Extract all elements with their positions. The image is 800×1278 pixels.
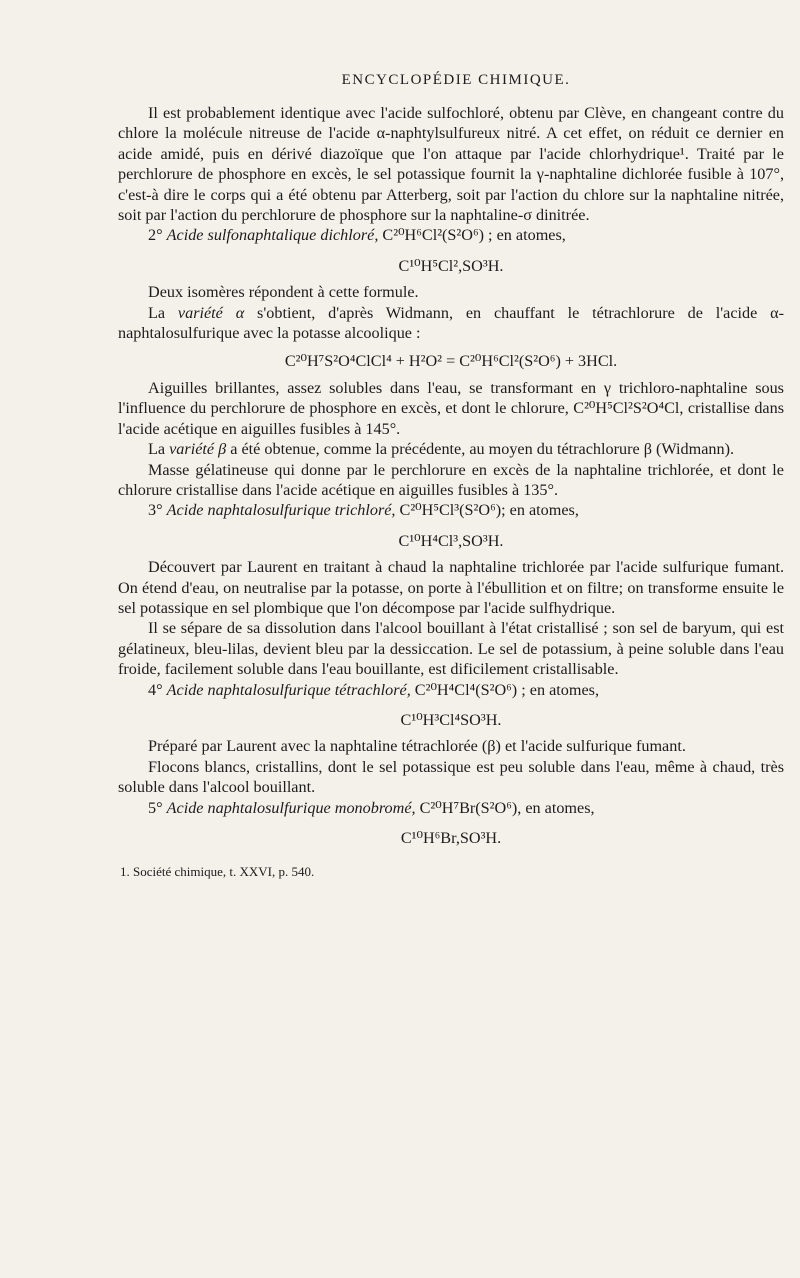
paragraph-prepare: Préparé par Laurent avec la naphtaline tétrachlorée (β) et l'acide sulfurique fumant. — [148, 737, 686, 756]
paragraph-flocons: Flocons blancs, cristallins, dont le sel potassique est peu soluble dans l'eau, même à chaud, très soluble dans l'alcool bouillant. — [118, 757, 784, 797]
variety-label: variété α — [177, 303, 245, 322]
formula-atomic-tetrachloro: C¹⁰H³Cl⁴SO³H. — [400, 710, 502, 729]
text-run: La — [148, 440, 166, 459]
text-run: La — [148, 303, 166, 322]
document-page — [118, 72, 784, 883]
paragraph-clève: Il est probablement identique avec l'acide sulfochloré, obtenu par Clève, en changeant contre du chlore la molécule nitreuse de l'acide α-naphtylsulfureux nitré. A cet effet, on réduit ce dernier en acide amidé, puis en dérivé diazoïque que l'on attaque par l'acide chlorhydrique¹. Traité par le perchlorure de phosphore en excès, le sel potassique fournit la γ-naphtaline dichlorée fusible à 107°, c'est-à dire le corps qui a été obtenu par Atterberg, soit par l'action du chlore sur la naphtaline nitrée, soit par l'action du perchlorure de phosphore sur la naphtaline-σ dinitrée. — [118, 104, 784, 225]
running-header: ENCYCLOPÉDIE CHIMIQUE. — [341, 72, 571, 88]
paragraph-isomers: Deux isomères répondent à cette formule. — [148, 283, 419, 302]
section-number: 2° — [148, 226, 163, 245]
section-title: Acide naphtalosulfurique trichloré, — [166, 501, 396, 520]
section-number: 4° — [148, 680, 163, 699]
formula-atomic-monobromo: C¹⁰H⁶Br,SO³H. — [400, 829, 502, 847]
paragraph-masse: Masse gélatineuse qui donne par le perchlorure en excès de la naphtaline trichlorée, et dont le chlorure cristallise dans l'acide acétique en aiguilles fusibles à 135°. — [118, 460, 784, 499]
section-formula: C²⁰H⁷Br(S²O⁶), en atomes, — [419, 798, 595, 817]
section-3-heading — [118, 500, 784, 520]
paragraph-decouvert: Découvert par Laurent en traitant à chaud la naphtaline trichlorée par l'acide sulfurique fumant. On étend d'eau, on neutralise par la potasse, on porte à l'ébullition et on filtre; on transforme ensuite le sel potassique en sel plombique que l'on décompose par l'acide sulfhydrique. — [118, 558, 784, 617]
section-title: Acide sulfonaphtalique dichloré, — [166, 226, 379, 245]
section-number: 3° — [148, 501, 163, 520]
paragraph-dissolution: Il se sépare de sa dissolution dans l'alcool bouillant à l'état cristallisé ; son sel de baryum, qui est gélatineux, bleu-lilas, devient bleu par la dessiccation. Le sel de potassium, à peine soluble dans l'eau froide, facilement soluble dans l'eau bouillante, est dificilement cristallisable. — [118, 619, 784, 679]
text-run: s'obtient, d'après Widmann, en chauffant le tétrachlorure de l'acide α-naphtalosulfurique avec la potasse alcoolique : — [118, 303, 785, 343]
section-5-heading — [118, 798, 784, 818]
section-formula: C²⁰H⁵Cl³(S²O⁶); en atomes, — [399, 501, 579, 520]
section-formula: C²⁰H⁶Cl²(S²O⁶) ; en atomes, — [382, 226, 566, 245]
section-number: 5° — [148, 798, 163, 817]
section-formula: C²⁰H⁴Cl⁴(S²O⁶) ; en atomes, — [414, 680, 599, 699]
formula-atomic-dichloro: C¹⁰H⁵Cl²,SO³H. — [398, 256, 504, 275]
section-title: Acide naphtalosulfurique monobromé, — [166, 798, 416, 817]
paragraph-variety-alpha — [118, 303, 784, 344]
paragraph-aiguilles: Aiguilles brillantes, assez solubles dans l'eau, se transformant en γ trichloro-naphtaline sous l'influence du perchlorure de phosphore en excès, et dont le chlorure, C²⁰H⁵Cl²S²O⁴Cl, cristallise dans l'acide acétique en aiguilles fusibles à 145°. — [118, 378, 784, 438]
section-2-heading — [118, 225, 784, 245]
footnote: 1. Société chimique, t. XXVI, p. 540. — [120, 864, 315, 880]
paragraph-variety-beta — [118, 439, 784, 459]
variety-label: variété β — [169, 440, 227, 459]
section-4-heading — [118, 680, 784, 700]
text-run: a été obtenue, comme la précédente, au moyen du tétrachlorure β (Widmann). — [230, 440, 735, 459]
formula-atomic-trichloro: C¹⁰H⁴Cl³,SO³H. — [398, 531, 504, 550]
reaction-equation: C²⁰H⁷S²O⁴ClCl⁴ + H²O² = C²⁰H⁶Cl²(S²O⁶) + 3HCl. — [284, 352, 618, 371]
section-title: Acide naphtalosulfurique tétrachloré, — [166, 680, 411, 699]
